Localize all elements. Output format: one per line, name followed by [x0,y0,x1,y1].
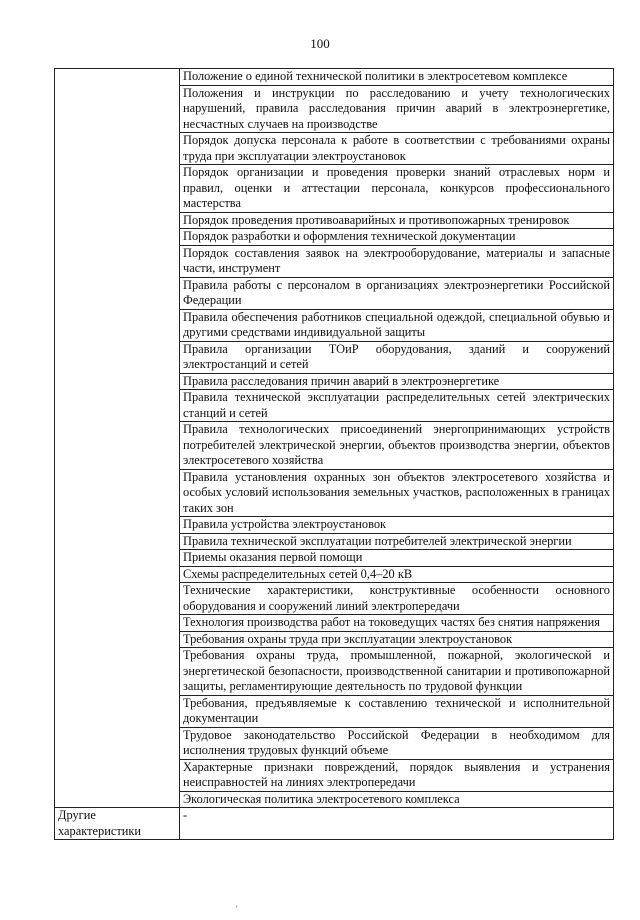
knowledge-item: Требования охраны труда при эксплуатации электроустановок [180,631,614,648]
knowledge-item: Порядок допуска персонала к работе в соответствии с требованиями охраны труда при эксплуатации электроустановок [180,133,614,165]
knowledge-item: Правила технической эксплуатации распределительных сетей электрических станций и сетей [180,390,614,422]
knowledge-item: Технические характеристики, конструктивные особенности основного оборудования и сооружений линий электропередачи [180,583,614,615]
knowledge-item: Правила установления охранных зон объектов электросетевого хозяйства и особых условий использования земельных участков, расположенных в границах таких зон [180,469,614,517]
knowledge-item: Положения и инструкции по расследованию и учету технологических нарушений, правила расследования причин аварий в электроэнергетике, несчастных случаев на производстве [180,85,614,133]
knowledge-item: Правила работы с персоналом в организациях электроэнергетики Российской Федерации [180,277,614,309]
requirements-table [54,68,614,840]
knowledge-item: Правила организации ТОиР оборудования, зданий и сооружений электростанций и сетей [180,341,614,373]
knowledge-item: Экологическая политика электросетевого комплекса [180,791,614,808]
knowledge-item: Правила обеспечения работников специальной одеждой, специальной обувью и другими средствами индивидуальной защиты [180,309,614,341]
left-column-cell [55,69,180,808]
knowledge-item: Трудовое законодательство Российской Федерации в необходимом для исполнения трудовых функций объеме [180,727,614,759]
knowledge-item: Положение о единой технической политики в электросетевом комплексе [180,69,614,86]
knowledge-item: Порядок разработки и оформления технической документации [180,229,614,246]
knowledge-item: Правила технологических присоединений энергопринимающих устройств потребителей электрической энергии, объектов производства энергии, объектов электросетевого хозяйства [180,422,614,470]
knowledge-item: Технология производства работ на токоведущих частях без снятия напряжения [180,615,614,632]
table-row-other [55,808,614,840]
knowledge-item: Правила технической эксплуатации потребителей электрической энергии [180,533,614,550]
knowledge-item: Порядок составления заявок на электрооборудование, материалы и запасные части, инструмент [180,245,614,277]
knowledge-item: Правила устройства электроустановок [180,517,614,534]
knowledge-item: Характерные признаки повреждений, порядок выявления и устранения неисправностей на линиях электропередачи [180,759,614,791]
knowledge-item: Правила расследования причин аварий в электроэнергетике [180,373,614,390]
knowledge-item: Требования, предъявляемые к составлению технической и исполнительной документации [180,695,614,727]
table-row [55,69,614,86]
knowledge-item: Схемы распределительных сетей 0,4–20 кВ [180,566,614,583]
knowledge-item: Порядок проведения противоаварийных и противопожарных тренировок [180,212,614,229]
knowledge-item: Приемы оказания первой помощи [180,550,614,567]
scan-mark: ' [236,904,238,914]
page-number: 100 [310,36,330,51]
other-characteristics-value: - [180,808,614,840]
knowledge-item: Требования охраны труда, промышленной, пожарной, экологической и энергетической безопасности, производственной санитарии и противопожарной защиты, регламентирующие деятельность по трудовой функции [180,648,614,696]
other-characteristics-label: Другие характеристики [55,808,180,840]
requirements-table-body [55,69,614,840]
knowledge-item: Порядок организации и проведения проверки знаний отраслевых норм и правил, оценки и аттестации персонала, конкурсов профессионального мастерства [180,165,614,213]
